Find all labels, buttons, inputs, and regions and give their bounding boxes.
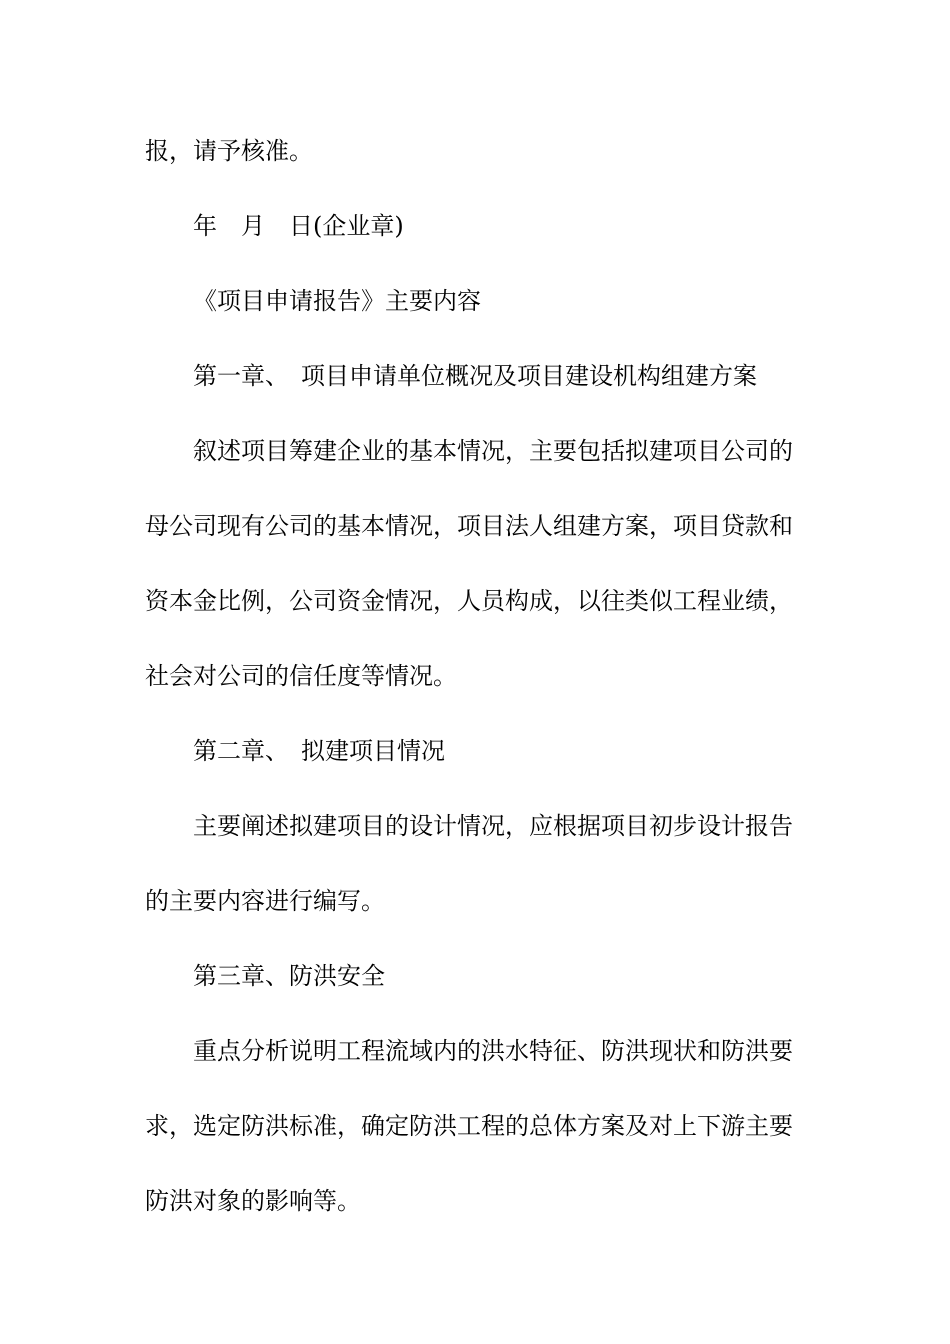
chapter-heading-3: 第三章、防洪安全 xyxy=(193,962,385,990)
paragraph-line: 叙述项目筹建企业的基本情况，主要包括拟建项目公司的 xyxy=(193,437,793,465)
paragraph-line: 资本金比例，公司资金情况，人员构成，以往类似工程业绩， xyxy=(145,587,793,615)
paragraph-line: 的主要内容进行编写。 xyxy=(145,887,385,915)
text-line-date-seal: 年 月 日(企业章) xyxy=(193,212,404,240)
paragraph-line: 社会对公司的信任度等情况。 xyxy=(145,662,457,690)
paragraph-line: 主要阐述拟建项目的设计情况，应根据项目初步设计报告 xyxy=(193,812,793,840)
chapter-heading-2: 第二章、 拟建项目情况 xyxy=(193,737,445,765)
chapter-heading-1: 第一章、 项目申请单位概况及项目建设机构组建方案 xyxy=(193,362,757,390)
paragraph-line: 重点分析说明工程流域内的洪水特征、防洪现状和防洪要 xyxy=(193,1037,793,1065)
text-line-approval-request: 报，请予核准。 xyxy=(145,137,313,165)
section-heading-report-contents: 《项目申请报告》主要内容 xyxy=(193,287,481,315)
paragraph-line: 求，选定防洪标准，确定防洪工程的总体方案及对上下游主要 xyxy=(145,1112,793,1140)
paragraph-line: 防洪对象的影响等。 xyxy=(145,1187,361,1215)
paragraph-line: 母公司现有公司的基本情况，项目法人组建方案，项目贷款和 xyxy=(145,512,793,540)
